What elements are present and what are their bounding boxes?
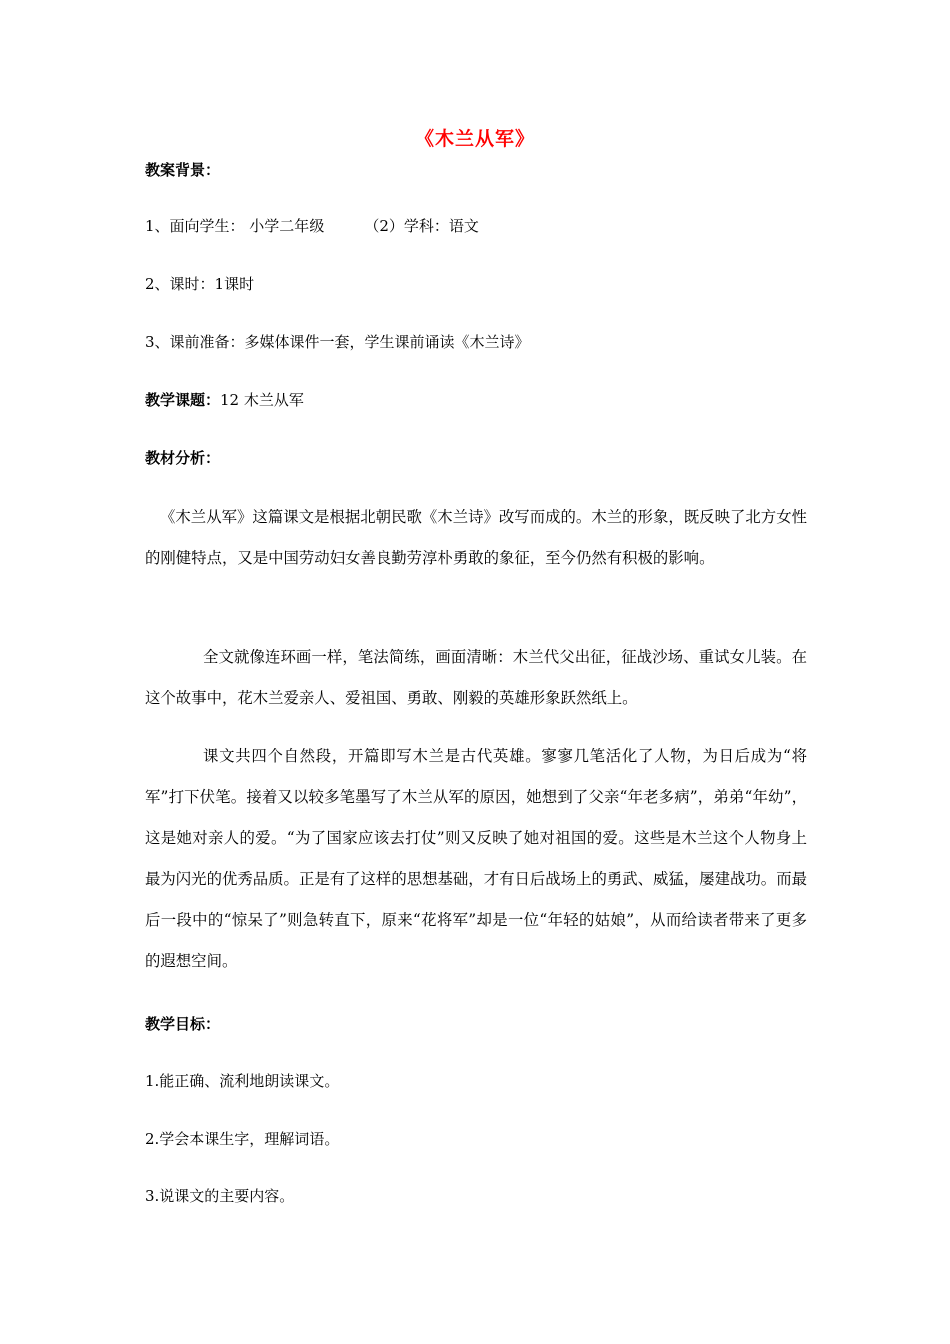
goals-heading: 教学目标： <box>145 1015 221 1033</box>
goal-item-2: 2.学会本课生字，理解词语。 <box>145 1130 340 1148</box>
topic-label: 教学课题： <box>145 391 221 409</box>
background-item-1-student: 1、面向学生： 小学二年级 <box>145 217 325 235</box>
goal-item-3: 3.说课文的主要内容。 <box>145 1187 295 1205</box>
topic-value: 12 木兰从军 <box>220 391 304 409</box>
analysis-paragraph-1: 《木兰从军》这篇课文是根据北朝民歌《木兰诗》改写而成的。木兰的形象，既反映了北方女性的刚健特点，又是中国劳动妇女善良勤劳淳朴勇敢的象征，至今仍然有积极的影响。 <box>145 508 807 567</box>
background-item-1-subject: （2）学科：语文 <box>364 217 479 235</box>
background-item-1 <box>145 216 479 236</box>
background-heading: 教案背景： <box>145 161 221 179</box>
goal-item-1: 1.能正确、流利地朗读课文。 <box>145 1072 340 1090</box>
background-item-3: 3、课前准备：多媒体课件一套，学生课前诵读《木兰诗》 <box>145 333 530 351</box>
topic-line <box>145 390 304 410</box>
analysis-heading: 教材分析： <box>145 449 221 467</box>
analysis-paragraph-3: 课文共四个自然段，开篇即写木兰是古代英雄。寥寥几笔活化了人物，为日后成为“将军”打下伏笔。接着又以较多笔墨写了木兰从军的原因，她想到了父亲“年老多病”，弟弟“年幼”，这是她对亲人的爱。“为了国家应该去打仗”则又反映了她对祖国的爱。这些是木兰这个人物身上最为闪光的优秀品质。正是有了这样的思想基础，才有日后战场上的勇武、威猛，屡建战功。而最后一段中的“惊呆了”则急转直下，原来“花将军”却是一位“年轻的姑娘”，从而给读者带来了更多的遐想空间。 <box>145 747 807 970</box>
document-title: 《木兰从军》 <box>414 128 535 150</box>
analysis-paragraph-2: 全文就像连环画一样，笔法简练，画面清晰：木兰代父出征，征战沙场、重试女儿装。在这个故事中，花木兰爱亲人、爱祖国、勇敢、刚毅的英雄形象跃然纸上。 <box>145 648 807 707</box>
background-item-2: 2、课时：1课时 <box>145 275 255 293</box>
